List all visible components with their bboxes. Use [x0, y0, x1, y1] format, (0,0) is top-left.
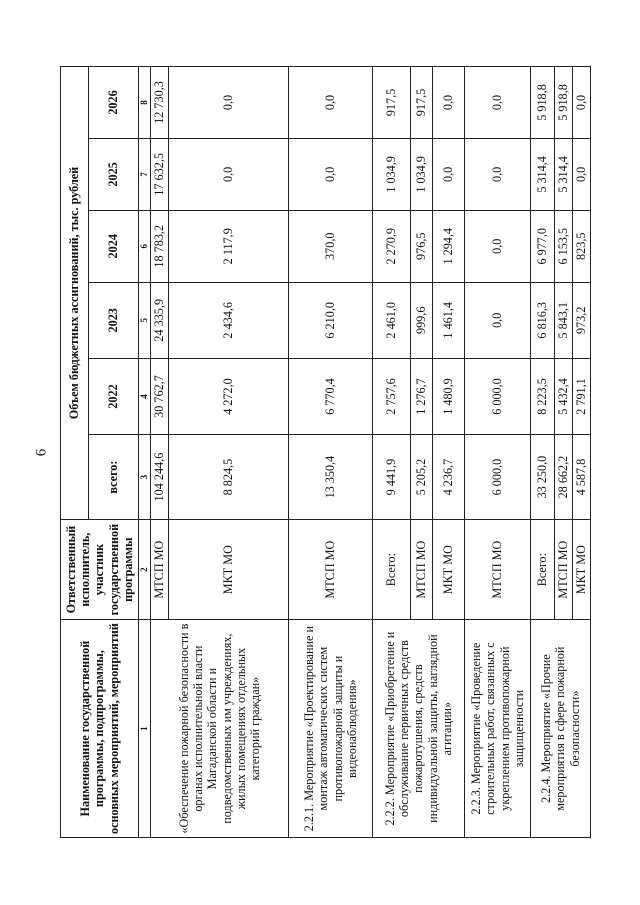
value-cell: 30 762,7 — [151, 358, 169, 434]
value-cell: 8 223,5 — [531, 358, 555, 434]
row-executor: МКТ МО — [169, 520, 289, 620]
table-row — [151, 67, 169, 838]
row-executor: МТСП МО — [555, 520, 573, 620]
value-cell: 0,0 — [289, 138, 373, 210]
value-cell: 5 918,8 — [555, 67, 573, 139]
value-cell: 6 770,4 — [289, 358, 373, 434]
value-cell: 2 117,9 — [169, 210, 289, 282]
value-cell: 1 034,9 — [373, 138, 411, 210]
value-cell: 12 730,3 — [151, 67, 169, 139]
value-cell: 823,5 — [573, 210, 591, 282]
value-cell: 0,0 — [465, 282, 531, 358]
header-2022: 2022 — [89, 358, 139, 434]
value-cell: 33 250,0 — [531, 435, 555, 520]
row-executor: Всего: — [531, 520, 555, 620]
index-cell: 2 — [139, 520, 151, 620]
value-cell: 4 272,0 — [169, 358, 289, 434]
value-cell: 917,5 — [373, 67, 411, 139]
value-cell: 2 461,0 — [373, 282, 411, 358]
value-cell: 370,0 — [289, 210, 373, 282]
value-cell: 5 314,4 — [531, 138, 555, 210]
row-name: 2.2.1. Мероприятие «Проектирование и монтаж автоматических систем противопожарной защиты и видеонаблюдения» — [289, 620, 373, 838]
value-cell: 976,5 — [411, 210, 433, 282]
index-cell: 7 — [139, 138, 151, 210]
value-cell: 973,2 — [573, 282, 591, 358]
table-row — [289, 67, 373, 838]
rotated-table-container — [60, 66, 589, 838]
value-cell: 6 816,3 — [531, 282, 555, 358]
table-row — [531, 67, 555, 838]
value-cell: 1 480,9 — [433, 358, 465, 434]
value-cell: 5 205,2 — [411, 435, 433, 520]
header-name: Наименование государственной программы, подпрограммы, основных мероприятий, мероприятий — [61, 620, 139, 838]
value-cell: 0,0 — [433, 67, 465, 139]
value-cell: 0,0 — [433, 138, 465, 210]
value-cell: 5 918,8 — [531, 67, 555, 139]
value-cell: 0,0 — [573, 138, 591, 210]
index-cell: 6 — [139, 210, 151, 282]
budget-table — [60, 66, 591, 838]
row-executor: МТСП МО — [465, 520, 531, 620]
value-cell: 2 757,6 — [373, 358, 411, 434]
row-executor: Всего: — [373, 520, 411, 620]
header-row-1 — [61, 67, 89, 838]
value-cell: 17 632,5 — [151, 138, 169, 210]
value-cell: 28 662,2 — [555, 435, 573, 520]
table-row — [465, 67, 531, 838]
header-2024: 2024 — [89, 210, 139, 282]
value-cell: 2 434,6 — [169, 282, 289, 358]
row-executor: МТСП МО — [289, 520, 373, 620]
header-total: всего: — [89, 435, 139, 520]
value-cell: 1 276,7 — [411, 358, 433, 434]
value-cell: 6 977,0 — [531, 210, 555, 282]
header-volume: Объем бюджетных ассигнований, тыс. рублей — [61, 67, 89, 520]
header-2023: 2023 — [89, 282, 139, 358]
value-cell: 0,0 — [465, 67, 531, 139]
value-cell: 9 441,9 — [373, 435, 411, 520]
index-cell: 4 — [139, 358, 151, 434]
value-cell: 8 824,5 — [169, 435, 289, 520]
header-executor: Ответственный исполнитель, участник государственной программы — [61, 520, 139, 620]
row-name: 2.2.3. Мероприятие «Проведение строительных работ, связанных с укреплением противопожарной защищенности — [465, 620, 531, 838]
value-cell: 1 294,4 — [433, 210, 465, 282]
value-cell: 0,0 — [465, 210, 531, 282]
row-name: 2.2.2. Мероприятие «Приобретение и обслуживание первичных средств пожаротушения, средств индивидуальной защиты, наглядной агитации» — [373, 620, 465, 838]
value-cell: 0,0 — [169, 67, 289, 139]
page-number: 6 — [33, 448, 50, 457]
row-executor: МТСП МО — [151, 520, 169, 620]
value-cell: 6 153,5 — [555, 210, 573, 282]
value-cell: 4 236,7 — [433, 435, 465, 520]
value-cell: 4 587,8 — [573, 435, 591, 520]
value-cell: 18 783,2 — [151, 210, 169, 282]
value-cell: 6 210,0 — [289, 282, 373, 358]
value-cell: 2 791,1 — [573, 358, 591, 434]
value-cell: 0,0 — [289, 67, 373, 139]
row-name: «Обеспечение пожарной безопасности в органах исполнительной власти Магаданской области и подведомственных им учреждениях, жилых помещениях отдельных категорий граждан» — [151, 620, 289, 838]
value-cell: 5 314,4 — [555, 138, 573, 210]
row-executor: МКТ МО — [573, 520, 591, 620]
value-cell: 2 270,9 — [373, 210, 411, 282]
index-row — [139, 67, 151, 838]
index-cell: 5 — [139, 282, 151, 358]
value-cell: 0,0 — [465, 138, 531, 210]
header-2026: 2026 — [89, 67, 139, 139]
header-2025: 2025 — [89, 138, 139, 210]
index-cell: 1 — [139, 620, 151, 838]
value-cell: 5 432,4 — [555, 358, 573, 434]
index-cell: 3 — [139, 435, 151, 520]
value-cell: 6 000,0 — [465, 435, 531, 520]
value-cell: 0,0 — [169, 138, 289, 210]
row-executor: МКТ МО — [433, 520, 465, 620]
row-name: 2.2.4. Мероприятие «Прочие мероприятия в сфере пожарной безопасности» — [531, 620, 591, 838]
value-cell: 0,0 — [573, 67, 591, 139]
value-cell: 24 335,9 — [151, 282, 169, 358]
row-executor: МТСП МО — [411, 520, 433, 620]
value-cell: 6 000,0 — [465, 358, 531, 434]
value-cell: 5 843,1 — [555, 282, 573, 358]
value-cell: 13 350,4 — [289, 435, 373, 520]
value-cell: 1 034,9 — [411, 138, 433, 210]
index-cell: 8 — [139, 67, 151, 139]
value-cell: 999,6 — [411, 282, 433, 358]
value-cell: 917,5 — [411, 67, 433, 139]
table-row — [373, 67, 411, 838]
value-cell: 1 461,4 — [433, 282, 465, 358]
value-cell: 104 244,6 — [151, 435, 169, 520]
